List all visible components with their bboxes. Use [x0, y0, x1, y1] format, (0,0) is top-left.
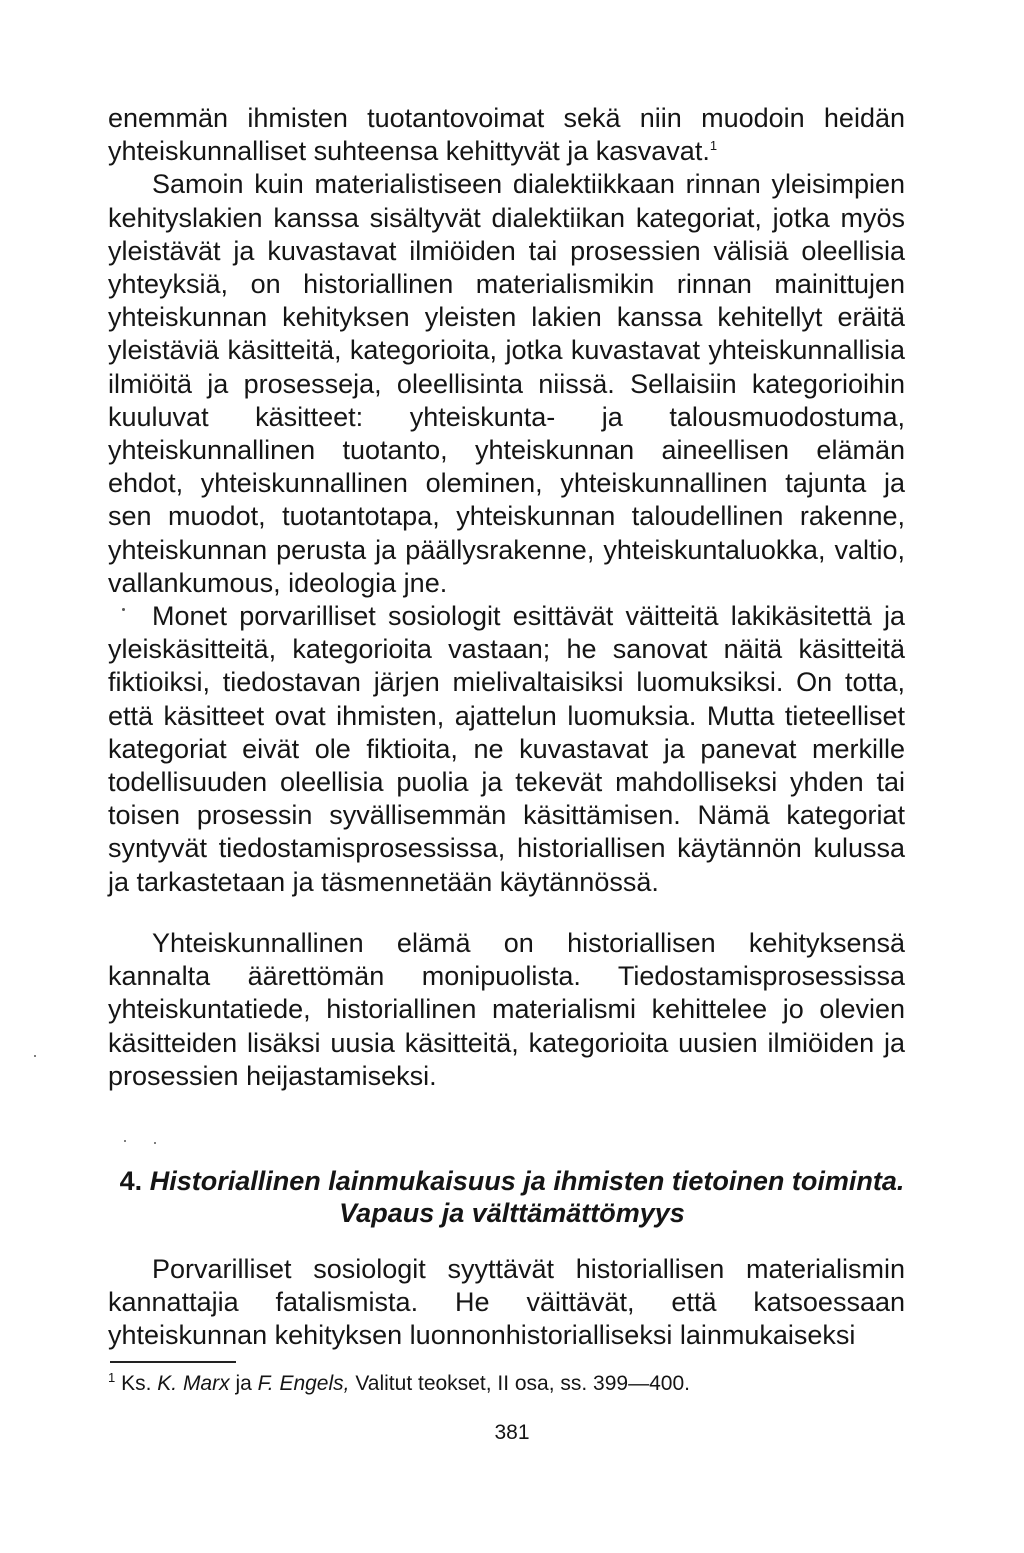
footnote-ja: ja	[235, 1372, 252, 1395]
paragraph-fatalism: Porvarilliset sosiologit syyttävät historiallisen materialismin kannattajia fatalismista. He väittävät, että katsoessaan yhteiskunnan kehityksen luonnonhistorialliseksi lainmukaiseksi	[108, 1254, 905, 1351]
section-text	[108, 1253, 905, 1353]
footnote-reference: 1	[709, 138, 718, 154]
paragraph-continuation: enemmän ihmisten tuotantovoimat sekä niin muodoin heidän yhteiskunnalliset suhteensa kehittyvät ja kasvavat.$^1$	[108, 103, 905, 167]
section-title-part-2: Vapaus ja välttämättömyys	[339, 1198, 685, 1228]
footnote-reference-text: Valitut teokset, II osa, ss. 399—400.	[355, 1372, 690, 1395]
section-number: 4.	[119, 1166, 143, 1196]
footnote-author-marx: K. Marx	[157, 1372, 230, 1395]
footnote-marker: 1	[108, 1370, 116, 1385]
print-speck	[124, 1140, 126, 1142]
footnote-ks: Ks.	[121, 1372, 152, 1395]
section-heading-line-1	[100, 1165, 924, 1198]
paragraph-social-life: Yhteiskunnallinen elämä on historiallisen kehityksensä kannalta äärettömän monipuolista. Tiedostamisprosessissa yhteiskuntatiede, historiallinen materialismi kehittelee jo olevien käsitteiden lisäksi uusia käsitteitä, kategorioita uusien ilmiöiden ja prosessien heijastamiseksi.	[108, 928, 905, 1091]
paragraph-bourgeois-critique: Monet porvarilliset sosiologit esittävät väitteitä lakikäsitettä ja yleiskäsitteitä, kategorioita vastaan; he sanovat näitä käsitteitä fiktioiksi, tiedostavan järjen mielivaltaisiksi luomuksiksi. On totta, että käsitteet ovat ihmisten, ajattelun luomuksia. Mutta tieteelliset kategoriat eivät ole fiktioita, ne kuvastavat ja panevat merkille todellisuuden oleellisia puolia ja tekevät mahdolliseksi yhden tai toisen prosessin syvällisemmän käsittämisen. Nämä kategoriat syntyvät tiedostamisprosessissa, historiallisen käytännön kulussa ja tarkastetaan ja täsmennetään käytännössä.	[108, 601, 905, 897]
print-speck	[34, 1055, 36, 1057]
print-speck	[154, 1142, 156, 1144]
footnote-divider	[110, 1361, 236, 1363]
footnote	[108, 1371, 905, 1397]
footnote-author-engels: F. Engels,	[257, 1372, 350, 1395]
page-number: 381	[494, 1421, 530, 1444]
main-text	[108, 102, 905, 899]
section-heading-line-2	[100, 1197, 924, 1230]
print-speck	[122, 608, 125, 611]
social-life-text	[108, 927, 905, 1093]
section-title-part-1: Historiallinen lainmukaisuus ja ihmisten tietoinen toiminta.	[149, 1166, 905, 1196]
paragraph-categories: Samoin kuin materialistiseen dialektiikkaan rinnan yleisimpien kehityslakien kanssa sisältyvät dialektiikan kategoriat, jotka myös yleistävät ja kuvastavat ilmiöiden tai prosessien välisiä oleellisia yhteyksiä, on historiallinen materialismikin rinnan mainittujen yhteiskunnan kehityksen yleisten lakien kanssa kehitellyt eräitä yleistäviä käsitteitä, kategorioita, jotka kuvastavat yhteiskunnallisia ilmiöitä ja prosesseja, oleellisinta niissä. Sellaisiin kategorioihin kuuluvat käsitteet: yhteiskunta- ja talousmuodostuma, yhteiskunnallinen tuotanto, yhteiskunnan aineellisen elämän ehdot, yhteiskunnallinen oleminen, yhteiskunnallinen tajunta ja sen muodot, tuotantotapa, yhteiskunnan taloudellinen rakenne, yhteiskunnan perusta ja päällysrakenne, yhteiskuntaluokka, valtio, vallankumous, ideologia jne.	[108, 169, 905, 598]
